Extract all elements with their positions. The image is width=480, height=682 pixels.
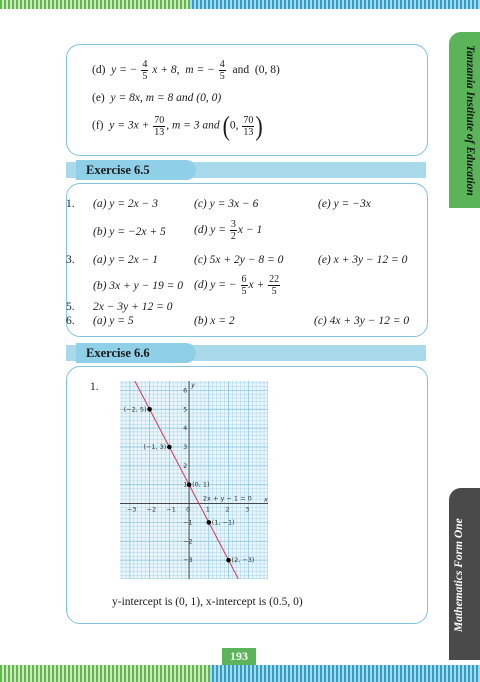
x-tick-label: 1 [205,505,210,514]
x-tick-label: −1 [166,505,176,514]
fraction [141,59,148,82]
q3-e [318,254,407,266]
q3-c [194,254,283,266]
fraction [153,115,165,138]
pt: 0, [229,119,239,132]
data-point-label: (0, 1) [192,480,210,489]
top-decorative-band-green [0,0,190,9]
exercise-title: Exercise 6.5 [76,160,196,180]
y-tick-label: 4 [183,424,188,433]
data-point-label: (−1, 3) [143,443,167,451]
q6-number: 6. [66,315,75,327]
data-point-label: (−2, 5) [123,405,147,414]
y-axis-label: y [191,381,195,389]
point: (0, 8) [254,64,280,77]
eq-lhs: (d) y = [194,224,227,237]
num: 70 [243,114,254,126]
num: 4 [219,59,225,70]
q1-a [93,198,158,210]
label: (e) [92,92,105,104]
eq: (a) y = 2x − 1 [93,254,159,266]
paren: ) [255,109,263,141]
eq: (c) 4x + 3y − 12 = 0 [314,315,410,327]
eq: (a) y = 2x − 3 [93,198,159,210]
eq-lhs: y = 3x + [109,119,150,132]
num: 70 [154,114,165,126]
eq: (c) y = 3x − 6 [194,198,259,210]
fraction [230,219,237,242]
q1-d [194,219,262,242]
eq-lhs: (d) y = − [194,279,237,292]
fraction [219,59,226,82]
q1-number: 1. [66,198,75,210]
y-tick-label: 5 [183,405,188,414]
eq-rest: x + 8, [152,64,180,77]
y-tick-label: −3 [183,556,193,565]
den: 5 [142,71,148,82]
eq: (a) y = 5 [93,315,134,327]
x-axis-label: x [264,495,268,504]
data-point [187,482,192,487]
q3-d [194,274,281,297]
q3-a [93,254,158,266]
y-tick-label: 2 [183,461,188,470]
and: and [232,64,250,77]
y-tick-label: 6 [183,386,188,395]
q3-b [93,280,183,292]
y-tick-label: 1 [183,480,188,489]
data-point-label: (2, −3) [231,556,255,565]
fraction [268,274,280,297]
num: 22 [269,274,280,285]
den: 2 [230,231,236,242]
y-tick-label: −1 [183,518,193,527]
q6-a [93,315,134,327]
slope: , m = 3 and [166,119,220,132]
eq-lhs: y = − [111,64,138,77]
q5-number: 5. [66,301,75,313]
answer-e [92,92,221,104]
den: 13 [243,126,254,138]
y-tick-label: −2 [183,537,193,546]
eq: (b) x = 2 [194,315,235,327]
ex66-q1-number: 1. [90,381,99,393]
eq: 2x − 3y + 12 = 0 [93,301,173,313]
bottom-decorative-band-green [0,665,210,682]
q1-e [318,198,371,210]
q1-b [93,226,166,238]
slope: m = − [185,64,215,77]
fraction [241,274,248,297]
q6-c [314,315,409,327]
x-tick-label: −3 [126,505,137,514]
eq: (b) 3x + y − 19 = 0 [93,280,184,292]
den: 5 [219,71,225,82]
eq: (c) 5x + 2y − 8 = 0 [194,254,284,266]
den: 5 [241,286,247,297]
data-point [226,558,231,563]
q1-c [194,198,258,210]
data-point-label: (1, −1) [211,518,235,527]
side-tab-publisher-text: Tanzania Institute of Education [464,44,476,196]
q6-b [194,315,235,327]
x-tick-label: −2 [146,505,157,514]
data-point [167,445,172,450]
line-graph [120,381,268,579]
fraction [242,115,254,138]
num: 4 [142,59,148,70]
caption-text: y-intercept is (0, 1), x-intercept is (0.5, 0) [112,596,303,608]
eq-mid: x + [248,279,265,292]
x-tick-label: 2 [225,505,230,514]
graph-caption [112,596,303,608]
q5-answer [93,301,173,313]
eq: y = 8x, m = 8 and (0, 0) [110,92,222,104]
x-tick-label: 3 [245,505,250,514]
exercise-title: Exercise 6.6 [76,343,196,363]
num: 6 [241,274,247,285]
q3-number: 3. [66,254,75,266]
label: (f) [92,119,104,132]
eq: (b) y = −2x + 5 [93,226,166,238]
paren: ( [222,109,230,141]
den: 13 [154,126,165,138]
answer-f [92,109,263,141]
page-number: 193 [222,648,256,665]
eq-rest: x − 1 [237,224,263,237]
y-tick-label: 3 [183,443,188,451]
den: 5 [271,286,277,297]
x-tick-label: 0 [186,505,191,514]
eq: (e) y = −3x [318,198,371,210]
num: 3 [230,219,236,230]
eq: (e) x + 3y − 12 = 0 [318,254,408,266]
label: (d) [92,64,106,77]
answer-d [92,59,280,82]
data-point [207,520,212,525]
series-line-label: 2x + y − 1 = 0 [202,494,252,503]
data-point [147,407,152,412]
side-tab-book-title-text: Mathematics Form One [453,518,465,632]
